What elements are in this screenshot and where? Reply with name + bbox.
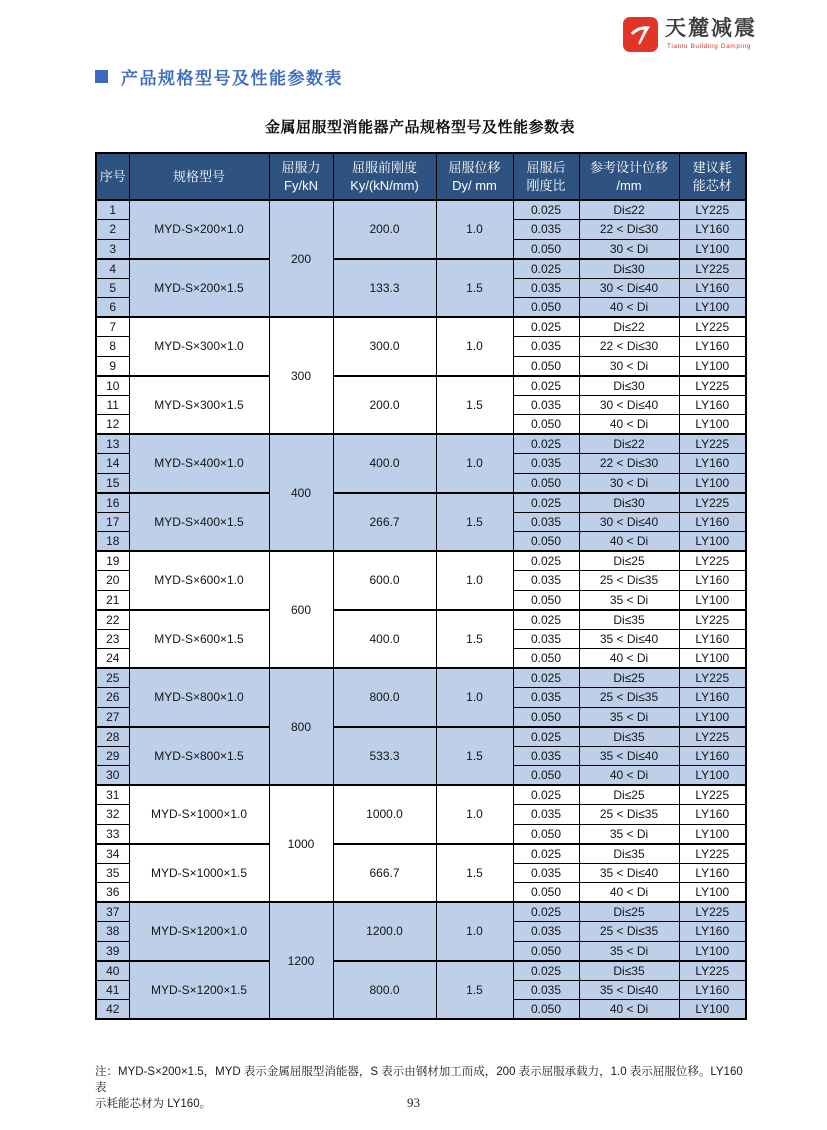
design-displacement-cell: 30 < Di≤40 <box>579 512 679 532</box>
header-line: 规格型号 <box>172 168 225 184</box>
design-displacement-cell: 35 < Di <box>579 590 679 610</box>
design-displacement-cell: 35 < Di <box>579 941 679 961</box>
design-displacement-cell: 35 < Di <box>579 824 679 844</box>
design-displacement-cell: 25 < Di≤35 <box>579 805 679 825</box>
ratio-cell: 0.025 <box>513 259 579 279</box>
col-header-pre-yield-stiffness <box>333 153 436 200</box>
design-displacement-cell: Di≤22 <box>579 200 679 220</box>
model-cell: MYD-S×300×1.0 <box>129 317 269 376</box>
serial-cell: 33 <box>96 824 129 844</box>
page-number: 93 <box>407 1095 420 1110</box>
table-title: 金属屈服型消能器产品规格型号及性能参数表 <box>264 119 575 136</box>
col-header-yield-displacement <box>436 153 513 200</box>
brand-text <box>665 17 757 50</box>
serial-cell: 10 <box>96 376 129 396</box>
brand-tagline: Tianlu Building Damping <box>667 43 752 51</box>
model-cell: MYD-S×800×1.0 <box>129 668 269 727</box>
table-row <box>96 493 746 513</box>
header-line: 参考设计位移 <box>589 159 668 175</box>
design-displacement-cell: 22 < Di≤30 <box>579 220 679 240</box>
ratio-cell: 0.050 <box>513 239 579 259</box>
material-cell: LY160 <box>679 278 746 298</box>
displacement-cell: 1.0 <box>436 551 513 610</box>
yield-force-cell: 800 <box>269 668 333 785</box>
design-displacement-cell: Di≤35 <box>579 961 679 981</box>
ratio-cell: 0.050 <box>513 941 579 961</box>
material-cell: LY225 <box>679 434 746 454</box>
model-cell: MYD-S×1200×1.5 <box>129 961 269 1020</box>
ratio-cell: 0.050 <box>513 473 579 493</box>
serial-cell: 30 <box>96 766 129 786</box>
serial-cell: 5 <box>96 278 129 298</box>
ratio-cell: 0.050 <box>513 415 579 435</box>
displacement-cell: 1.5 <box>436 259 513 318</box>
col-header-design-displacement <box>579 153 679 200</box>
serial-cell: 38 <box>96 922 129 942</box>
design-displacement-cell: 35 < Di≤40 <box>579 863 679 883</box>
material-cell: LY160 <box>679 337 746 357</box>
design-displacement-cell: Di≤35 <box>579 844 679 864</box>
ratio-cell: 0.035 <box>513 922 579 942</box>
displacement-cell: 1.0 <box>436 317 513 376</box>
yield-force-cell: 600 <box>269 551 333 668</box>
stiffness-cell: 600.0 <box>333 551 436 610</box>
material-cell: LY100 <box>679 532 746 552</box>
ratio-cell: 0.025 <box>513 961 579 981</box>
serial-cell: 15 <box>96 473 129 493</box>
material-cell: LY160 <box>679 688 746 708</box>
yield-force-cell: 400 <box>269 434 333 551</box>
material-cell: LY100 <box>679 707 746 727</box>
ratio-cell: 0.050 <box>513 532 579 552</box>
displacement-cell: 1.0 <box>436 902 513 961</box>
model-cell: MYD-S×600×1.5 <box>129 610 269 669</box>
design-displacement-cell: 40 < Di <box>579 766 679 786</box>
serial-cell: 36 <box>96 883 129 903</box>
design-displacement-cell: Di≤22 <box>579 317 679 337</box>
serial-cell: 26 <box>96 688 129 708</box>
model-cell: MYD-S×1000×1.5 <box>129 844 269 903</box>
material-cell: LY100 <box>679 883 746 903</box>
material-cell: LY160 <box>679 863 746 883</box>
table-row <box>96 376 746 396</box>
model-cell: MYD-S×300×1.5 <box>129 376 269 435</box>
design-displacement-cell: 35 < Di <box>579 707 679 727</box>
stiffness-cell: 300.0 <box>333 317 436 376</box>
serial-cell: 34 <box>96 844 129 864</box>
table-row <box>96 785 746 805</box>
spec-table-body <box>96 200 746 1019</box>
brand-logo-icon <box>623 17 658 52</box>
table-row <box>96 902 746 922</box>
ratio-cell: 0.025 <box>513 434 579 454</box>
displacement-cell: 1.5 <box>436 844 513 903</box>
ratio-cell: 0.035 <box>513 746 579 766</box>
serial-cell: 12 <box>96 415 129 435</box>
serial-cell: 29 <box>96 746 129 766</box>
ratio-cell: 0.035 <box>513 980 579 1000</box>
col-header-post-yield-ratio <box>513 153 579 200</box>
ratio-cell: 0.025 <box>513 727 579 747</box>
design-displacement-cell: 30 < Di≤40 <box>579 395 679 415</box>
t-swoosh-icon <box>627 21 654 48</box>
col-header-core-material <box>679 153 746 200</box>
design-displacement-cell: 22 < Di≤30 <box>579 337 679 357</box>
material-cell: LY225 <box>679 376 746 396</box>
serial-cell: 28 <box>96 727 129 747</box>
ratio-cell: 0.050 <box>513 298 579 318</box>
displacement-cell: 1.0 <box>436 434 513 493</box>
table-row <box>96 259 746 279</box>
material-cell: LY160 <box>679 629 746 649</box>
header-line: 屈服后 <box>526 159 566 175</box>
serial-cell: 4 <box>96 259 129 279</box>
ratio-cell: 0.025 <box>513 785 579 805</box>
material-cell: LY225 <box>679 844 746 864</box>
serial-cell: 23 <box>96 629 129 649</box>
ratio-cell: 0.050 <box>513 590 579 610</box>
ratio-cell: 0.035 <box>513 512 579 532</box>
material-cell: LY100 <box>679 356 746 376</box>
material-cell: LY100 <box>679 473 746 493</box>
serial-cell: 22 <box>96 610 129 630</box>
ratio-cell: 0.035 <box>513 629 579 649</box>
design-displacement-cell: 40 < Di <box>579 1000 679 1020</box>
header-line: /mm <box>616 177 642 193</box>
ratio-cell: 0.025 <box>513 493 579 513</box>
serial-cell: 6 <box>96 298 129 318</box>
serial-cell: 40 <box>96 961 129 981</box>
ratio-cell: 0.025 <box>513 551 579 571</box>
footnote-line-1: 注：MYD-S×200×1.5，MYD 表示金属屈服型消能器，S 表示由钢材加工而成，200 表示屈服承载力，1.0 表示屈服位移。LY160 表 <box>95 1066 743 1095</box>
material-cell: LY160 <box>679 571 746 591</box>
section-heading <box>95 64 343 89</box>
ratio-cell: 0.025 <box>513 200 579 220</box>
design-displacement-cell: 35 < Di≤40 <box>579 980 679 1000</box>
ratio-cell: 0.035 <box>513 571 579 591</box>
design-displacement-cell: 25 < Di≤35 <box>579 922 679 942</box>
col-header-yield-force <box>269 153 333 200</box>
table-row <box>96 844 746 864</box>
material-cell: LY160 <box>679 922 746 942</box>
model-cell: MYD-S×400×1.0 <box>129 434 269 493</box>
serial-cell: 1 <box>96 200 129 220</box>
ratio-cell: 0.025 <box>513 844 579 864</box>
design-displacement-cell: Di≤30 <box>579 259 679 279</box>
model-cell: MYD-S×1200×1.0 <box>129 902 269 961</box>
serial-cell: 31 <box>96 785 129 805</box>
material-cell: LY100 <box>679 824 746 844</box>
ratio-cell: 0.035 <box>513 278 579 298</box>
stiffness-cell: 800.0 <box>333 668 436 727</box>
serial-cell: 41 <box>96 980 129 1000</box>
stiffness-cell: 266.7 <box>333 493 436 552</box>
ratio-cell: 0.025 <box>513 668 579 688</box>
displacement-cell: 1.5 <box>436 727 513 786</box>
material-cell: LY225 <box>679 785 746 805</box>
serial-cell: 32 <box>96 805 129 825</box>
material-cell: LY225 <box>679 317 746 337</box>
material-cell: LY100 <box>679 590 746 610</box>
displacement-cell: 1.0 <box>436 200 513 259</box>
design-displacement-cell: Di≤30 <box>579 493 679 513</box>
yield-force-cell: 200 <box>269 200 333 317</box>
ratio-cell: 0.035 <box>513 454 579 474</box>
model-cell: MYD-S×200×1.5 <box>129 259 269 318</box>
yield-force-cell: 1200 <box>269 902 333 1019</box>
design-displacement-cell: 40 < Di <box>579 649 679 669</box>
section-title: 产品规格型号及性能参数表 <box>121 69 343 88</box>
serial-cell: 19 <box>96 551 129 571</box>
material-cell: LY100 <box>679 1000 746 1020</box>
design-displacement-cell: 40 < Di <box>579 298 679 318</box>
design-displacement-cell: 30 < Di≤40 <box>579 278 679 298</box>
stiffness-cell: 1200.0 <box>333 902 436 961</box>
spec-table <box>95 152 747 1020</box>
displacement-cell: 1.0 <box>436 668 513 727</box>
header-line: 能芯材 <box>692 177 732 193</box>
design-displacement-cell: Di≤35 <box>579 727 679 747</box>
design-displacement-cell: Di≤25 <box>579 902 679 922</box>
material-cell: LY160 <box>679 980 746 1000</box>
footnote-line-2: 示耗能芯材为 LY160。 <box>95 1098 212 1111</box>
serial-cell: 35 <box>96 863 129 883</box>
ratio-cell: 0.035 <box>513 220 579 240</box>
design-displacement-cell: 40 < Di <box>579 883 679 903</box>
stiffness-cell: 666.7 <box>333 844 436 903</box>
serial-cell: 16 <box>96 493 129 513</box>
design-displacement-cell: 40 < Di <box>579 415 679 435</box>
table-row <box>96 200 746 220</box>
header-line: 屈服力 <box>281 159 321 175</box>
serial-cell: 20 <box>96 571 129 591</box>
displacement-cell: 1.5 <box>436 961 513 1020</box>
ratio-cell: 0.035 <box>513 863 579 883</box>
serial-cell: 18 <box>96 532 129 552</box>
stiffness-cell: 800.0 <box>333 961 436 1020</box>
stiffness-cell: 533.3 <box>333 727 436 786</box>
serial-cell: 2 <box>96 220 129 240</box>
serial-cell: 9 <box>96 356 129 376</box>
design-displacement-cell: Di≤35 <box>579 610 679 630</box>
serial-cell: 8 <box>96 337 129 357</box>
header-line: Dy/ mm <box>452 177 497 193</box>
design-displacement-cell: Di≤25 <box>579 551 679 571</box>
model-cell: MYD-S×400×1.5 <box>129 493 269 552</box>
ratio-cell: 0.035 <box>513 395 579 415</box>
model-cell: MYD-S×200×1.0 <box>129 200 269 259</box>
material-cell: LY100 <box>679 298 746 318</box>
ratio-cell: 0.050 <box>513 356 579 376</box>
ratio-cell: 0.035 <box>513 337 579 357</box>
table-row <box>96 317 746 337</box>
table-row <box>96 961 746 981</box>
serial-cell: 21 <box>96 590 129 610</box>
material-cell: LY160 <box>679 395 746 415</box>
design-displacement-cell: Di≤30 <box>579 376 679 396</box>
model-cell: MYD-S×1000×1.0 <box>129 785 269 844</box>
table-row <box>96 434 746 454</box>
serial-cell: 14 <box>96 454 129 474</box>
brand-name: 天麓减震 <box>665 17 757 40</box>
header-line: 屈服前刚度 <box>351 159 417 175</box>
serial-cell: 7 <box>96 317 129 337</box>
stiffness-cell: 1000.0 <box>333 785 436 844</box>
table-row <box>96 610 746 630</box>
displacement-cell: 1.0 <box>436 785 513 844</box>
design-displacement-cell: 25 < Di≤35 <box>579 688 679 708</box>
section-bullet-icon <box>95 70 108 83</box>
serial-cell: 27 <box>96 707 129 727</box>
material-cell: LY100 <box>679 766 746 786</box>
material-cell: LY100 <box>679 239 746 259</box>
material-cell: LY160 <box>679 746 746 766</box>
material-cell: LY225 <box>679 668 746 688</box>
header-line: Fy/kN <box>284 177 318 193</box>
design-displacement-cell: 35 < Di≤40 <box>579 629 679 649</box>
displacement-cell: 1.5 <box>436 610 513 669</box>
material-cell: LY225 <box>679 610 746 630</box>
col-header-model <box>129 153 269 200</box>
design-displacement-cell: 30 < Di <box>579 356 679 376</box>
serial-cell: 3 <box>96 239 129 259</box>
header-line: 刚度比 <box>526 177 566 193</box>
ratio-cell: 0.035 <box>513 688 579 708</box>
serial-cell: 13 <box>96 434 129 454</box>
table-row <box>96 668 746 688</box>
design-displacement-cell: 30 < Di <box>579 473 679 493</box>
material-cell: LY100 <box>679 415 746 435</box>
serial-cell: 11 <box>96 395 129 415</box>
ratio-cell: 0.025 <box>513 610 579 630</box>
header-line: Ky/(kN/mm) <box>350 177 419 193</box>
table-row <box>96 551 746 571</box>
serial-cell: 37 <box>96 902 129 922</box>
ratio-cell: 0.025 <box>513 902 579 922</box>
ratio-cell: 0.050 <box>513 766 579 786</box>
material-cell: LY160 <box>679 454 746 474</box>
ratio-cell: 0.050 <box>513 649 579 669</box>
material-cell: LY225 <box>679 200 746 220</box>
stiffness-cell: 400.0 <box>333 434 436 493</box>
header-line: 序号 <box>99 168 126 184</box>
ratio-cell: 0.050 <box>513 883 579 903</box>
material-cell: LY225 <box>679 961 746 981</box>
yield-force-cell: 1000 <box>269 785 333 902</box>
design-displacement-cell: 22 < Di≤30 <box>579 454 679 474</box>
serial-cell: 39 <box>96 941 129 961</box>
material-cell: LY225 <box>679 902 746 922</box>
serial-cell: 25 <box>96 668 129 688</box>
material-cell: LY160 <box>679 512 746 532</box>
displacement-cell: 1.5 <box>436 493 513 552</box>
material-cell: LY225 <box>679 727 746 747</box>
ratio-cell: 0.050 <box>513 707 579 727</box>
ratio-cell: 0.025 <box>513 376 579 396</box>
brand-logo <box>623 17 757 52</box>
design-displacement-cell: Di≤25 <box>579 668 679 688</box>
spec-table-head <box>96 153 746 200</box>
yield-force-cell: 300 <box>269 317 333 434</box>
serial-cell: 17 <box>96 512 129 532</box>
material-cell: LY225 <box>679 493 746 513</box>
header-line: 建议耗 <box>692 159 732 175</box>
stiffness-cell: 200.0 <box>333 376 436 435</box>
ratio-cell: 0.050 <box>513 1000 579 1020</box>
ratio-cell: 0.050 <box>513 824 579 844</box>
material-cell: LY225 <box>679 259 746 279</box>
design-displacement-cell: 25 < Di≤35 <box>579 571 679 591</box>
displacement-cell: 1.5 <box>436 376 513 435</box>
material-cell: LY100 <box>679 649 746 669</box>
material-cell: LY160 <box>679 805 746 825</box>
design-displacement-cell: 30 < Di <box>579 239 679 259</box>
table-row <box>96 727 746 747</box>
design-displacement-cell: 35 < Di≤40 <box>579 746 679 766</box>
model-cell: MYD-S×800×1.5 <box>129 727 269 786</box>
col-header-serial <box>96 153 129 200</box>
design-displacement-cell: 40 < Di <box>579 532 679 552</box>
stiffness-cell: 400.0 <box>333 610 436 669</box>
stiffness-cell: 200.0 <box>333 200 436 259</box>
design-displacement-cell: Di≤25 <box>579 785 679 805</box>
ratio-cell: 0.035 <box>513 805 579 825</box>
stiffness-cell: 133.3 <box>333 259 436 318</box>
header-row <box>96 153 746 200</box>
ratio-cell: 0.025 <box>513 317 579 337</box>
design-displacement-cell: Di≤22 <box>579 434 679 454</box>
serial-cell: 42 <box>96 1000 129 1020</box>
model-cell: MYD-S×600×1.0 <box>129 551 269 610</box>
header-line: 屈服位移 <box>448 159 501 175</box>
material-cell: LY225 <box>679 551 746 571</box>
material-cell: LY100 <box>679 941 746 961</box>
serial-cell: 24 <box>96 649 129 669</box>
material-cell: LY160 <box>679 220 746 240</box>
